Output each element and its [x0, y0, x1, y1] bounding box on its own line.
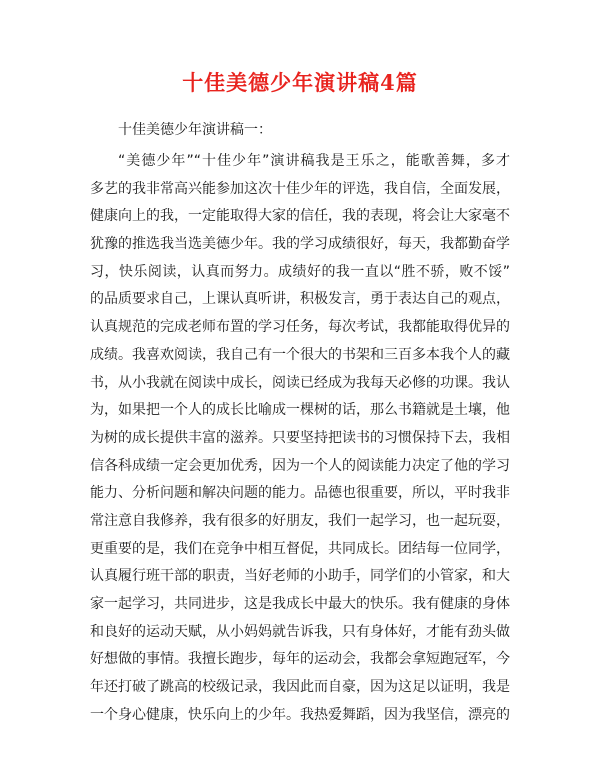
- text-line: 认真履行班干部的职责，当好老师的小助手，同学们的小管家，和大: [90, 568, 510, 585]
- text-line: 成绩。我喜欢阅读，我自己有一个很大的书架和三百多本我个人的藏: [90, 346, 510, 363]
- text-line: 一个身心健康，快乐向上的少年。我热爱舞蹈，因为我坚信，漂亮的: [90, 706, 510, 723]
- text-line: 能力、分析问题和解决问题的能力。品德也很重要，所以，平时我非: [90, 485, 510, 502]
- section-heading: 十佳美德少年演讲稿一：: [118, 122, 272, 138]
- text-line: “美德少年”“十佳少年”演讲稿我是王乐之，能歌善舞，多才: [118, 153, 510, 169]
- text-line: 健康向上的我，一定能取得大家的信任，我的表现，将会让大家毫不: [90, 208, 510, 225]
- text-line: 家一起学习，共同进步，这是我成长中最大的快乐。我有健康的身体: [90, 596, 510, 612]
- text-line: 认真规范的完成老师布置的学习任务，每次考试，我都能取得优异的: [90, 319, 510, 336]
- text-line: 为树的成长提供丰富的滋养。只要坚持把读书的习惯保持下去，我相: [90, 429, 510, 446]
- body-paragraph: [90, 148, 510, 729]
- text-line: 习，快乐阅读，认真而努力。成绩好的我一直以“胜不骄，败不馁”: [90, 263, 510, 280]
- text-line: 书，从小我就在阅读中成长，阅读已经成为我每天必修的功课。我认: [90, 374, 510, 391]
- text-line: 和良好的运动天赋，从小妈妈就告诉我，只有身体好，才能有劲头做: [90, 623, 510, 640]
- text-line: 年还打破了跳高的校级记录，我因此而自豪，因为这足以证明，我是: [90, 679, 510, 696]
- text-line: 的品质要求自己，上课认真听讲，积极发言，勇于表达自己的观点，: [90, 291, 510, 308]
- text-line: 常注意自我修养，我有很多的好朋友，我们一起学习，也一起玩耍，: [90, 512, 510, 529]
- text-line: 好想做的事情。我擅长跑步，每年的运动会，我都会拿短跑冠军，今: [90, 651, 510, 668]
- text-line: 犹豫的推选我当选美德少年。我的学习成绩很好，每天，我都勤奋学: [90, 236, 510, 253]
- document-title: 十佳美德少年演讲稿4篇: [182, 70, 418, 95]
- text-line: 更重要的是，我们在竞争中相互督促，共同成长。团结每一位同学，: [90, 540, 510, 557]
- text-line: 信各科成绩一定会更加优秀，因为一个人的阅读能力决定了他的学习: [90, 457, 510, 474]
- text-line: 为，如果把一个人的成长比喻成一棵树的话，那么书籍就是土壤，他: [90, 402, 510, 419]
- text-line: 多艺的我非常高兴能参加这次十佳少年的评选，我自信，全面发展，: [90, 180, 510, 197]
